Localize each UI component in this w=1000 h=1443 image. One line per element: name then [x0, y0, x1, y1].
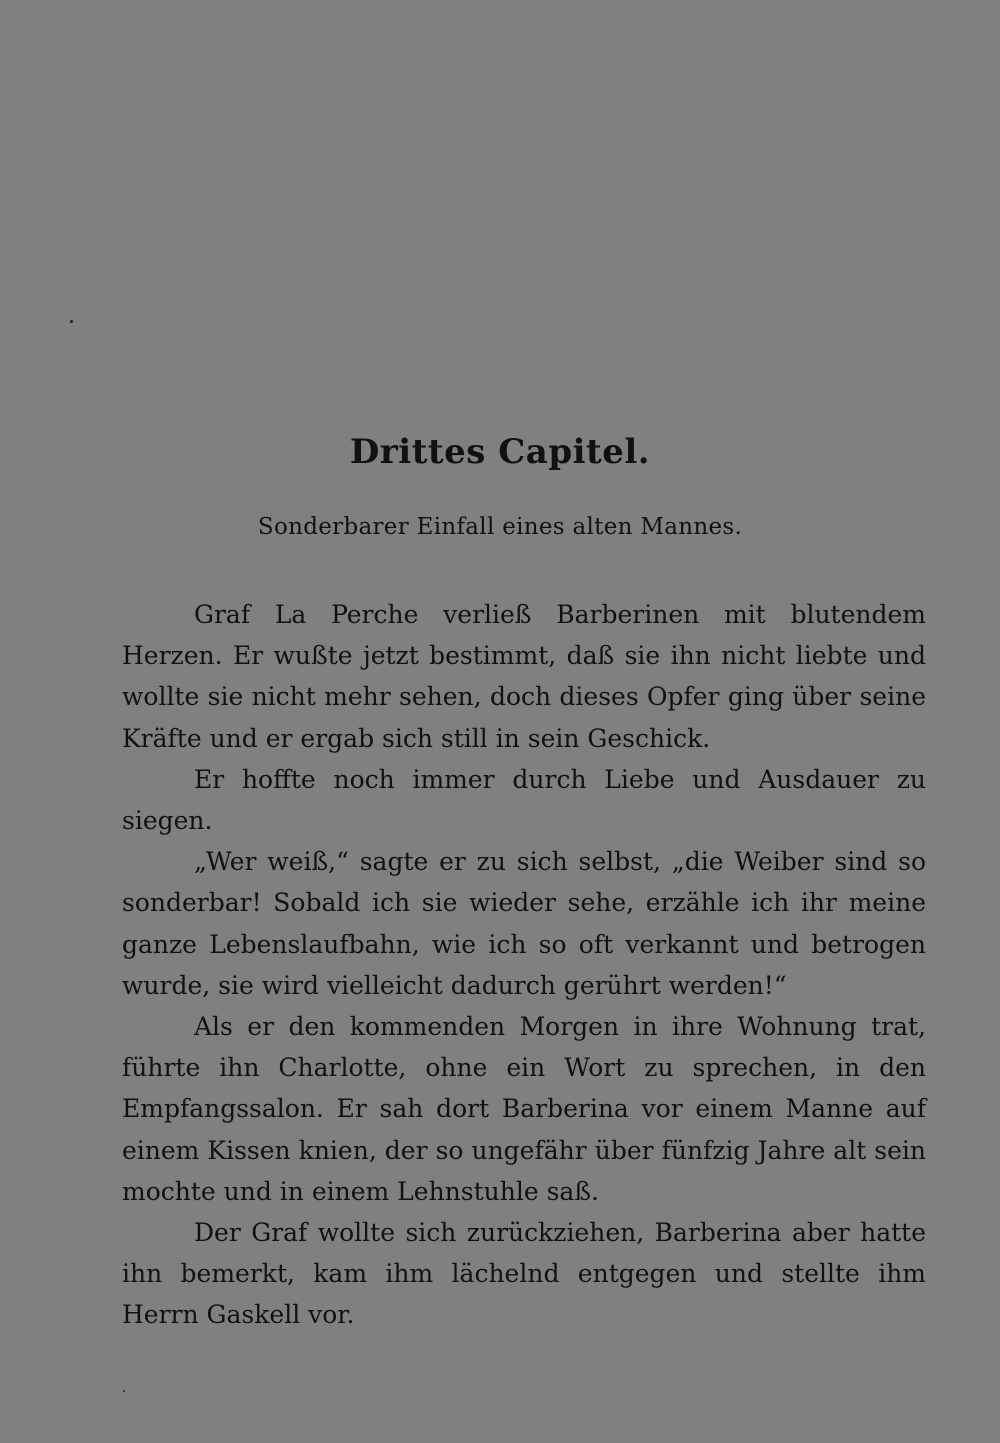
paragraph: Graf La Perche verließ Barberinen mit blutendem Herzen. Er wußte jetzt bestimmt, daß sie ihn nicht liebte und wollte sie nicht mehr sehen, doch dieses Opfer ging über seine Kräfte und er ergab sich still in sein Geschick.: [122, 600, 926, 753]
print-speck: [70, 320, 73, 323]
body-text: [122, 594, 926, 1336]
paragraph: „Wer weiß,“ sagte er zu sich selbst, „die Weiber sind so sonderbar! Sobald ich sie wieder sehe, erzähle ich ihr meine ganze Lebenslaufbahn, wie ich so oft verkannt und betrogen wurde, sie wird vielleicht dadurch gerührt werden!“: [122, 847, 926, 1000]
chapter-title: Drittes Capitel.: [349, 432, 651, 472]
chapter-subtitle: Sonderbarer Einfall eines alten Mannes.: [257, 514, 743, 540]
paragraph: Er hoffte noch immer durch Liebe und Ausdauer zu siegen.: [122, 764, 926, 836]
paragraph: Der Graf wollte sich zurückziehen, Barberina aber hatte ihn bemerkt, kam ihm lächelnd entgegen und stellte ihm Herrn Gaskell vor.: [122, 1218, 926, 1330]
paragraph: Als er den kommenden Morgen in ihre Wohnung trat, führte ihn Charlotte, ohne ein Wort zu sprechen, in den Empfangssalon. Er sah dort Barberina vor einem Manne auf einem Kissen knien, der so ungefähr über fünfzig Jahre alt sein mochte und in einem Lehnstuhle saß.: [122, 1012, 926, 1206]
print-speck: [123, 1390, 125, 1392]
